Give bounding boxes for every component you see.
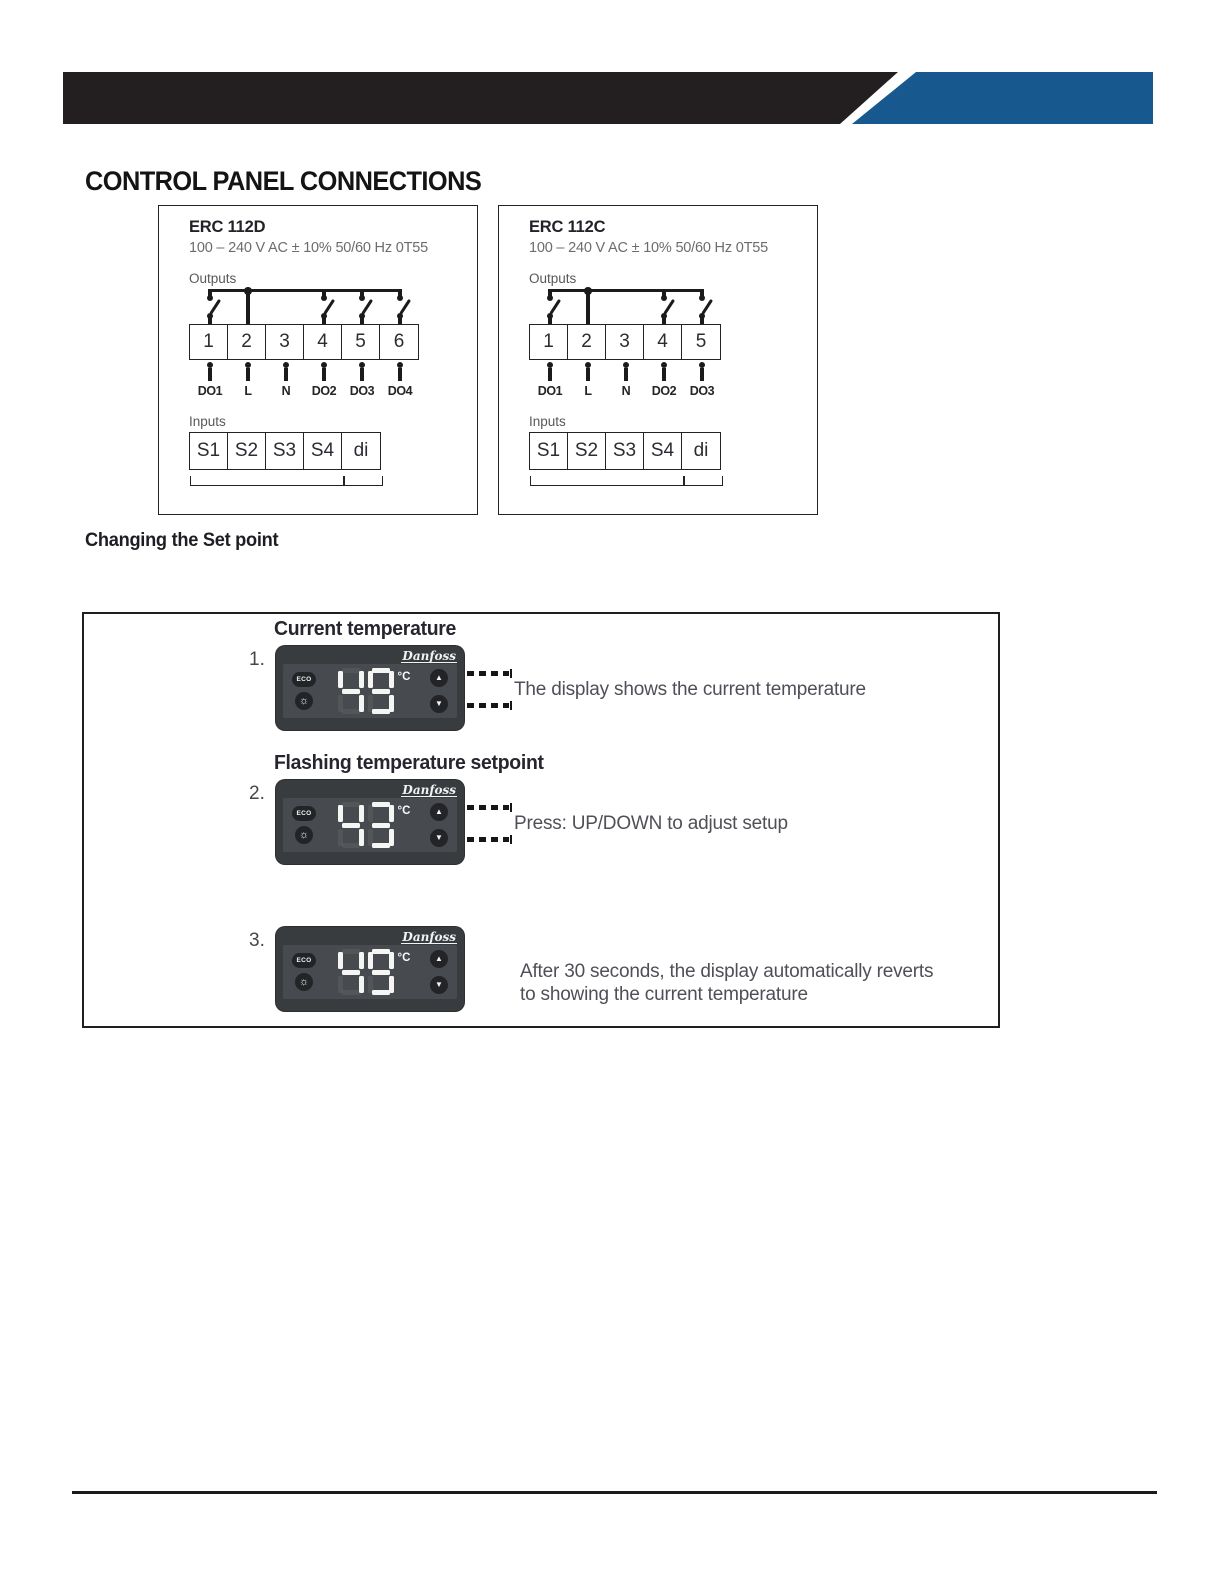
output-terminal: 2: [228, 325, 266, 359]
terminal-stub: [662, 318, 665, 324]
input-terminal: di: [693, 440, 709, 461]
terminal-lead: [305, 360, 343, 384]
output-wiring-diagram: [529, 289, 723, 324]
eco-button: ECO: [292, 672, 316, 687]
device-screen: [283, 945, 457, 999]
terminal-lead-line: [586, 368, 589, 381]
up-button: [430, 803, 448, 821]
terminal-lead: [531, 360, 569, 384]
output-terminal: 3: [266, 325, 304, 359]
down-button: [430, 695, 448, 713]
erc-display-device: [276, 927, 464, 1011]
step-note: The display shows the current temperature: [514, 679, 866, 700]
di-group-bracket: [343, 476, 383, 486]
output-label-row: [529, 384, 817, 398]
output-label: DO3: [349, 384, 375, 398]
seven-segment-digit: [338, 802, 364, 848]
step-note: After 30 seconds, the display automatically reverts to showing the current temperature: [520, 961, 934, 1005]
setpoint-step-1: [84, 618, 998, 750]
sensor-group-bracket: [530, 476, 685, 486]
input-terminal-row: [529, 432, 721, 470]
section-title: Changing the Set point: [85, 530, 279, 551]
terminal-lead: [191, 360, 229, 384]
terminal-lead-line: [662, 368, 665, 381]
contact-dot-top: [547, 295, 553, 301]
setpoint-procedure-box: [82, 612, 1000, 1028]
panel-model: ERC 112D: [189, 218, 266, 236]
terminal-stub: [398, 318, 401, 324]
output-terminal: 4: [644, 325, 682, 359]
terminal-lead: [607, 360, 645, 384]
seven-segment-digit: [368, 668, 394, 714]
step-note: Press: UP/DOWN to adjust setup: [514, 813, 788, 834]
output-label: DO4: [387, 384, 413, 398]
eco-button: ECO: [292, 953, 316, 968]
device-screen: [283, 798, 457, 852]
terminal-stub: [548, 318, 551, 324]
output-label: N: [621, 384, 631, 398]
device-bottom-band: [283, 852, 457, 861]
eco-button: ECO: [292, 806, 316, 821]
danfoss-logo: Danfoss: [402, 648, 456, 663]
terminal-stub: [208, 318, 211, 324]
terminal-lead-line: [284, 368, 287, 381]
setpoint-step-3: [84, 925, 998, 1057]
arrow-down-icon: ▼: [435, 980, 443, 989]
panel-model: ERC 112C: [529, 218, 606, 236]
arrow-up-icon: ▲: [435, 807, 443, 816]
up-button: [430, 669, 448, 687]
input-terminal: S3: [606, 433, 644, 469]
input-group-brackets: [529, 476, 817, 486]
contact-dot-top: [661, 295, 667, 301]
input-terminal: di: [353, 440, 369, 461]
input-terminal: S2: [228, 433, 266, 469]
terminal-stub: [700, 318, 703, 324]
terminal-lead-line: [548, 368, 551, 381]
input-terminal: S2: [568, 433, 606, 469]
lamp-icon: ☼: [298, 828, 310, 841]
output-terminal: 6: [393, 331, 405, 352]
terminal-lead: [343, 360, 381, 384]
input-terminal: S1: [530, 433, 568, 469]
terminal-lead: [267, 360, 305, 384]
inputs-label: Inputs: [529, 414, 566, 429]
terminal-lead: [683, 360, 721, 384]
celsius-label: °C: [397, 671, 411, 683]
temperature-readout: [322, 668, 424, 714]
output-terminal: 3: [606, 325, 644, 359]
step-heading: Current temperature: [274, 618, 457, 640]
panel-rating: 100 – 240 V AC ± 10% 50/60 Hz 0T55: [189, 240, 428, 256]
output-terminal-row: [189, 324, 419, 360]
output-terminal: 4: [304, 325, 342, 359]
input-terminal-row: [189, 432, 381, 470]
inputs-label: Inputs: [189, 414, 226, 429]
callout-dash-line: [467, 805, 509, 810]
step-number: 1.: [249, 649, 265, 670]
seven-segment-digit: [338, 668, 364, 714]
sensor-group-bracket: [190, 476, 345, 486]
device-left-buttons: [286, 672, 322, 710]
output-label: DO3: [689, 384, 715, 398]
seven-segment-display: [336, 668, 396, 714]
device-top-band: [283, 930, 457, 945]
temperature-readout: [322, 949, 424, 995]
terminal-lead-line: [398, 368, 401, 381]
light-button: [295, 973, 313, 991]
terminal-lead-row: [529, 360, 817, 384]
output-terminal-row: [529, 324, 721, 360]
light-button: [295, 692, 313, 710]
device-bottom-band: [283, 718, 457, 727]
output-label: L: [584, 384, 592, 398]
device-top-band: [283, 783, 457, 798]
arrow-up-icon: ▲: [435, 673, 443, 682]
contact-dot-top: [321, 295, 327, 301]
erc-display-device: [276, 780, 464, 864]
output-terminal: 1: [190, 325, 228, 359]
output-terminal: 2: [568, 325, 606, 359]
di-group-bracket: [683, 476, 723, 486]
device-arrow-buttons: [424, 669, 454, 713]
terminal-lead-line: [246, 368, 249, 381]
terminal-stub: [322, 318, 325, 324]
terminal-lead: [229, 360, 267, 384]
device-left-buttons: [286, 953, 322, 991]
terminal-lead: [569, 360, 607, 384]
terminal-lead-line: [360, 368, 363, 381]
output-label: L: [244, 384, 252, 398]
erc-display-device: [276, 646, 464, 730]
seven-segment-digit: [368, 949, 394, 995]
terminal-lead-line: [208, 368, 211, 381]
header-accent-bar: [852, 72, 1153, 124]
output-terminal: 1: [530, 325, 568, 359]
terminal-lead: [645, 360, 683, 384]
contact-dot-top: [699, 295, 705, 301]
connection-diagram-erc112c: [498, 205, 818, 515]
outputs-label: Outputs: [189, 271, 237, 286]
temperature-readout: [322, 802, 424, 848]
device-left-buttons: [286, 806, 322, 844]
supply-bus-line: [208, 289, 401, 292]
step-heading: Flashing temperature setpoint: [274, 752, 544, 774]
arrow-up-icon: ▲: [435, 954, 443, 963]
lamp-icon: ☼: [298, 694, 310, 707]
input-terminal: S4: [644, 433, 682, 469]
connection-diagram-erc112d: [158, 205, 478, 515]
seven-segment-digit: [338, 949, 364, 995]
junction-dot: [244, 287, 252, 295]
celsius-label: °C: [397, 805, 411, 817]
terminal-lead-row: [189, 360, 477, 384]
device-top-band: [283, 649, 457, 664]
setpoint-step-2: [84, 752, 998, 884]
input-group-brackets: [189, 476, 477, 486]
celsius-label: °C: [397, 952, 411, 964]
output-wiring-diagram: [189, 289, 421, 324]
input-terminal: S4: [304, 433, 342, 469]
contact-dot-top: [207, 295, 213, 301]
lamp-icon: ☼: [298, 975, 310, 988]
callout-dash-line: [467, 703, 509, 708]
input-terminal: S3: [266, 433, 304, 469]
supply-bus-line: [548, 289, 703, 292]
panel-rating: 100 – 240 V AC ± 10% 50/60 Hz 0T55: [529, 240, 768, 256]
footer-rule: [72, 1491, 1157, 1494]
output-label-row: [189, 384, 477, 398]
danfoss-logo: Danfoss: [402, 929, 456, 944]
step-number: 2.: [249, 783, 265, 804]
terminal-lead-line: [700, 368, 703, 381]
device-screen: [283, 664, 457, 718]
down-button: [430, 976, 448, 994]
seven-segment-display: [336, 802, 396, 848]
device-arrow-buttons: [424, 803, 454, 847]
step-number: 3.: [249, 930, 265, 951]
device-arrow-buttons: [424, 950, 454, 994]
up-button: [430, 950, 448, 968]
output-label: DO1: [197, 384, 223, 398]
arrow-down-icon: ▼: [435, 699, 443, 708]
callout-dash-line: [467, 671, 509, 676]
contact-dot-top: [359, 295, 365, 301]
output-label: DO2: [651, 384, 677, 398]
arrow-down-icon: ▼: [435, 833, 443, 842]
terminal-lead-line: [322, 368, 325, 381]
terminal-lead-line: [624, 368, 627, 381]
seven-segment-display: [336, 949, 396, 995]
output-label: DO1: [537, 384, 563, 398]
output-terminal: 5: [342, 325, 380, 359]
output-label: N: [281, 384, 291, 398]
junction-dot: [584, 287, 592, 295]
down-button: [430, 829, 448, 847]
contact-dot-top: [397, 295, 403, 301]
terminal-stub: [360, 318, 363, 324]
device-bottom-band: [283, 999, 457, 1008]
danfoss-logo: Danfoss: [402, 782, 456, 797]
seven-segment-digit: [368, 802, 394, 848]
terminal-lead: [381, 360, 419, 384]
output-terminal: 5: [695, 331, 707, 352]
outputs-label: Outputs: [529, 271, 577, 286]
callout-dash-line: [467, 837, 509, 842]
page-title: CONTROL PANEL CONNECTIONS: [85, 166, 482, 196]
input-terminal: S1: [190, 433, 228, 469]
header-black-bar: [63, 72, 898, 124]
light-button: [295, 826, 313, 844]
output-label: DO2: [311, 384, 337, 398]
